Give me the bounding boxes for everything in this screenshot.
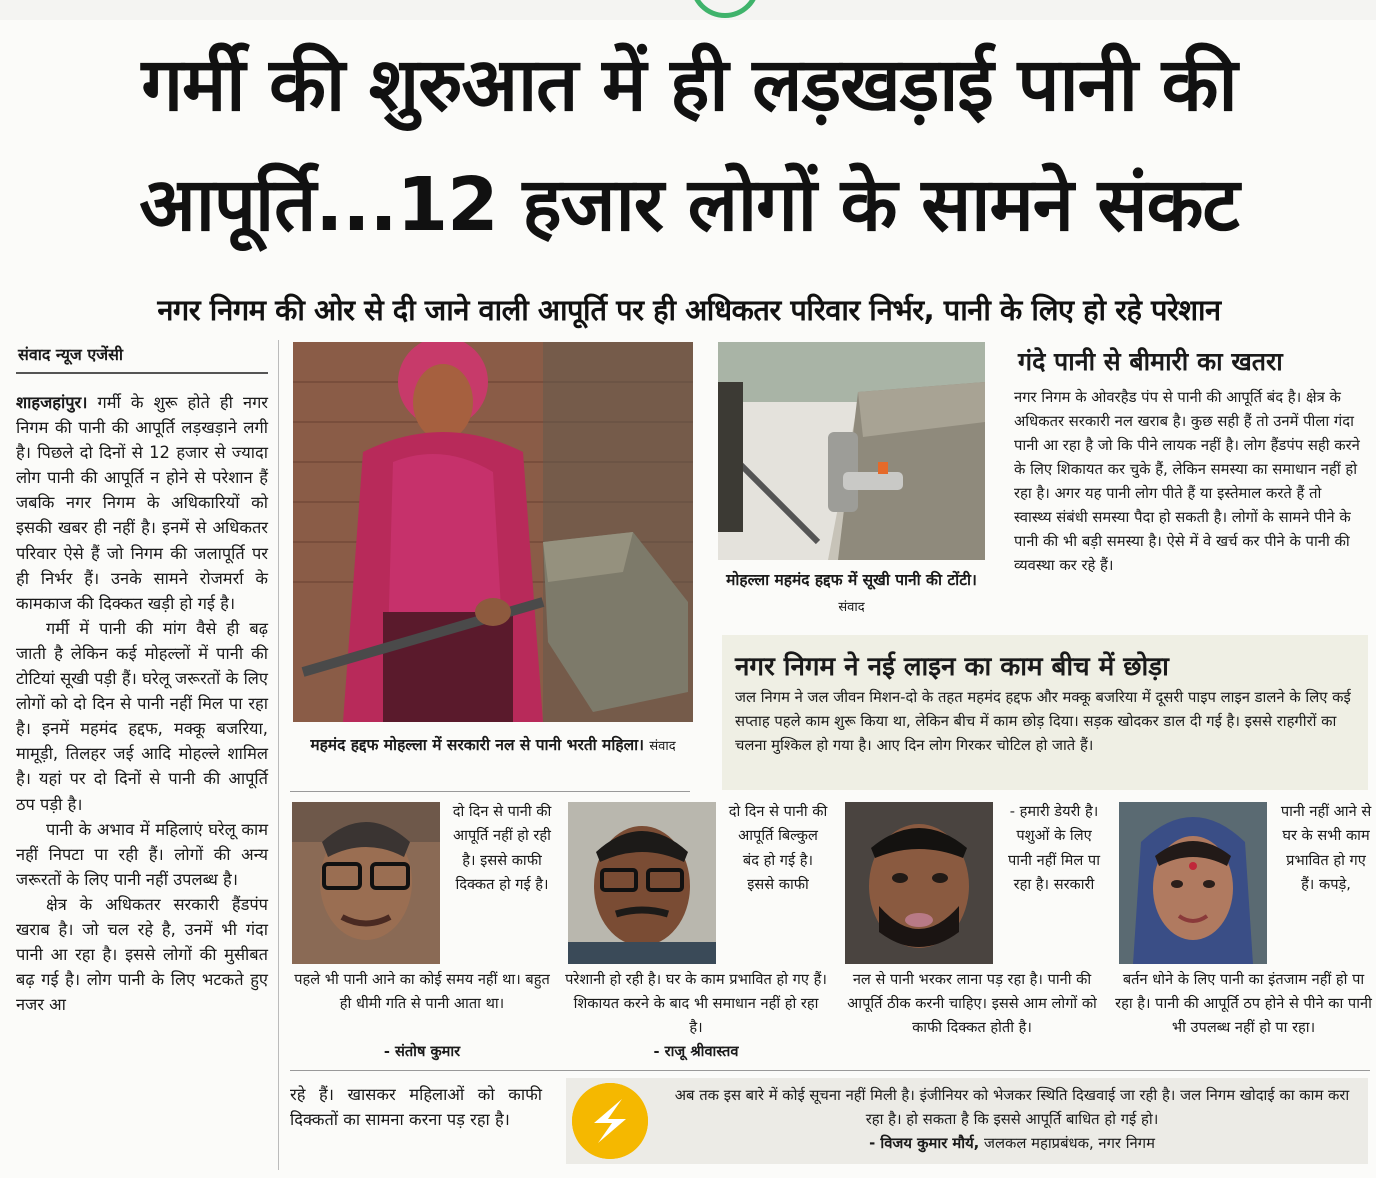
official-designation: जलकल महाप्रबंधक, नगर निगम xyxy=(984,1135,1155,1152)
portrait-santosh xyxy=(292,802,440,964)
byline-divider xyxy=(16,372,268,374)
quote-nanhe-side: - हमारी डेयरी है। पशुओं के लिए पानी नहीं मिल पा रहा है। सरकारी xyxy=(1008,803,1100,894)
dateline: शाहजहांपुर। xyxy=(16,393,88,412)
portrait-nanhe xyxy=(845,802,993,964)
article-body xyxy=(16,390,268,1017)
quote-nanhe-bottom: नल से पानी भरकर लाना पड़ रहा है। पानी की आपूर्ति ठीक करनी चाहिए। इससे आम लोगों को काफी दिक्कत होती है। xyxy=(847,971,1097,1036)
top-strip xyxy=(0,0,1376,20)
pipeline-box-text: जल निगम ने जल जीवन मिशन-दो के तहत महमंद हद्दफ और मक्कू बजरिया में दूसरी पाइप लाइन डालने के लिए कई सप्ताह पहले काम शुरू किया था, लेकिन बीच में काम छोड़ दिया। सड़क खोदकर डाल दी गई है। इससे राहगीरों का चलना मुश्किल हो गया है। आए दिन लोग गिरकर चोटिल हो जाते हैं। xyxy=(735,689,1351,754)
official-attribution xyxy=(664,1133,1360,1153)
quote-santosh-name: - संतोष कुमार xyxy=(383,1043,461,1060)
official-statement-text: अब तक इस बारे में कोई सूचना नहीं मिली है। इंजीनियर को भेजकर स्थिति दिखवाई जा रही है। जल निगम खोदाई का काम करा रहा है। हो सकता है कि इससे आपूर्ति बाधित हो गई हो। xyxy=(674,1087,1350,1128)
portrait-raju xyxy=(568,802,716,964)
pipeline-box-title: नगर निगम ने नई लाइन का काम बीच में छोड़ा xyxy=(735,652,1169,682)
article-continued: रहे हैं। खासकर महिलाओं को काफी दिक्कतों का सामना करना पड़ रहा है। xyxy=(290,1085,542,1130)
quote-santosh-side: दो दिन से पानी की आपूर्ति नहीं हो रही है। इससे काफी दिक्कत हो गई है। xyxy=(452,803,552,894)
official-name: - विजय कुमार मौर्य, xyxy=(869,1135,980,1152)
article-paragraph: पानी के अभाव में महिलाएं घरेलू काम नहीं निपटा पा रही हैं। लोगों की अन्य जरूरतों के लिए पानी नहीं उपलब्ध है। xyxy=(16,819,268,889)
article-paragraph: शाहजहांपुर। गर्मी के शुरू होते ही नगर निगम की पानी की आपूर्ति लड़खड़ाने लगी है। पिछले दो दिनों से 12 हजार से ज्यादा लोग पानी की आपूर्ति न होने से परेशान हैं जबकि नगर निगम के अधिकारियों को इसकी खबर ही नहीं है। इनमें से अधिकतर परिवार ऐसे हैं जो निगम की जलापूर्ति पर ही निर्भर हैं। उनके सामने रोजमर्रा के कामकाज की दिक्कत खड़ी हो गई है। xyxy=(16,393,268,613)
column-divider xyxy=(278,340,279,1170)
disease-box-text: नगर निगम के ओवरहैड पंप से पानी की आपूर्ति बंद है। क्षेत्र के अधिकतर सरकारी नल खराब है। कुछ सही हैं तो उनमें पीला गंदा पानी आ रहा है जो कि पीने लायक नहीं है। लोग हैंडपंप सही करने के लिए शिकायत कर चुके हैं, लेकिन समस्या का समाधान नहीं हो रहा है। अगर यह पानी लोग पीते हैं या इस्तेमाल करते हैं तो स्वास्थ्य संबंधी समस्या पैदा हो सकती है। लोगों के सामने पीने के पानी की भी बड़ी समस्या है। ऐसे में वे खर्च कर पीने के पानी की व्यवस्था कर रहे हैं। xyxy=(1014,389,1360,574)
portrait-sonia xyxy=(1119,802,1267,964)
brand-logo-icon xyxy=(572,1083,648,1159)
photo-dry-tap-illustration xyxy=(718,342,985,560)
quote-sonia-bottom: बर्तन धोने के लिए पानी का इंतजाम नहीं हो पा रहा है। पानी की आपूर्ति ठप होने से पीने का पानी भी उपलब्ध नहीं हो पा रहा। xyxy=(1115,971,1372,1036)
photo-tap-caption: मोहल्ला महमंद हद्दफ में सूखी पानी की टोंटी। संवाद xyxy=(726,571,977,615)
bottom-divider xyxy=(290,1070,1370,1071)
quote-raju-bottom: परेशानी हो रही है। घर के काम प्रभावित हो गए हैं। शिकायत करने के बाद भी समाधान नहीं हो रहा है। xyxy=(565,971,827,1036)
photo-woman-tap xyxy=(293,342,693,722)
byline: संवाद न्यूज एजेंसी xyxy=(18,345,124,364)
subheadline: नगर निगम की ओर से दी जाने वाली आपूर्ति पर ही अधिकतर परिवार निर्भर, पानी के लिए हो रहे परेशान xyxy=(157,293,1221,327)
quote-raju-side: दो दिन से पानी की आपूर्ति बिल्कुल बंद हो गई है। इससे काफी xyxy=(728,803,828,894)
photo-woman-tap-illustration xyxy=(293,342,693,722)
disease-box-title: गंदे पानी से बीमारी का खतरा xyxy=(1018,347,1283,376)
photo-woman-caption: महमंद हद्दफ मोहल्ला में सरकारी नल से पानी भरती महिला। संवाद xyxy=(310,736,676,754)
portrait-sonia-illustration xyxy=(1119,802,1267,964)
portrait-raju-illustration xyxy=(568,802,716,964)
quote-raju-name: - राजू श्रीवास्तव xyxy=(653,1043,739,1060)
headline-line-1: गर्मी की शुरुआत में ही लड़खड़ाई पानी की xyxy=(141,42,1237,128)
portrait-nanhe-illustration xyxy=(845,802,993,964)
article-paragraph: क्षेत्र के अधिकतर सरकारी हैंडपंप खराब है। जो चल रहे है, उनमें भी गंदा पानी आ रहा है। इससे लोगों की मुसीबत बढ़ गई है। लोग पानी के लिए भटकते हुए नजर आ xyxy=(16,894,268,1015)
portrait-santosh-illustration xyxy=(292,802,440,964)
headline-line-2: आपूर्ति...12 हजार लोगों के सामने संकट xyxy=(139,162,1239,248)
quote-sonia-side: पानी नहीं आने से घर के सभी काम प्रभावित हो गए हैं। कपड़े, xyxy=(1280,803,1372,894)
brand-logo-mark xyxy=(572,1083,648,1159)
photo-dry-tap xyxy=(718,342,985,560)
quotes-divider xyxy=(290,791,690,792)
article-paragraph: गर्मी में पानी की मांग वैसे ही बढ़ जाती है लेकिन कई मोहल्लों में पानी की टोटियां सूखी पड़ी हैं। घरेलू जरूरतों के लिए लोगों को दो दिन से पानी नहीं मिल पा रहा है। इनमें महमंद हद्दफ, मक्कू बजरिया, मामूड़ी, तिलहर जई आदि मोहल्ले शामिल है। यहां पर दो दिनों से पानी की आपूर्ति ठप पड़ी है। xyxy=(16,618,268,814)
quote-santosh-bottom: पहले भी पानी आने का कोई समय नहीं था। बहुत ही धीमी गति से पानी आता था। xyxy=(294,971,550,1012)
